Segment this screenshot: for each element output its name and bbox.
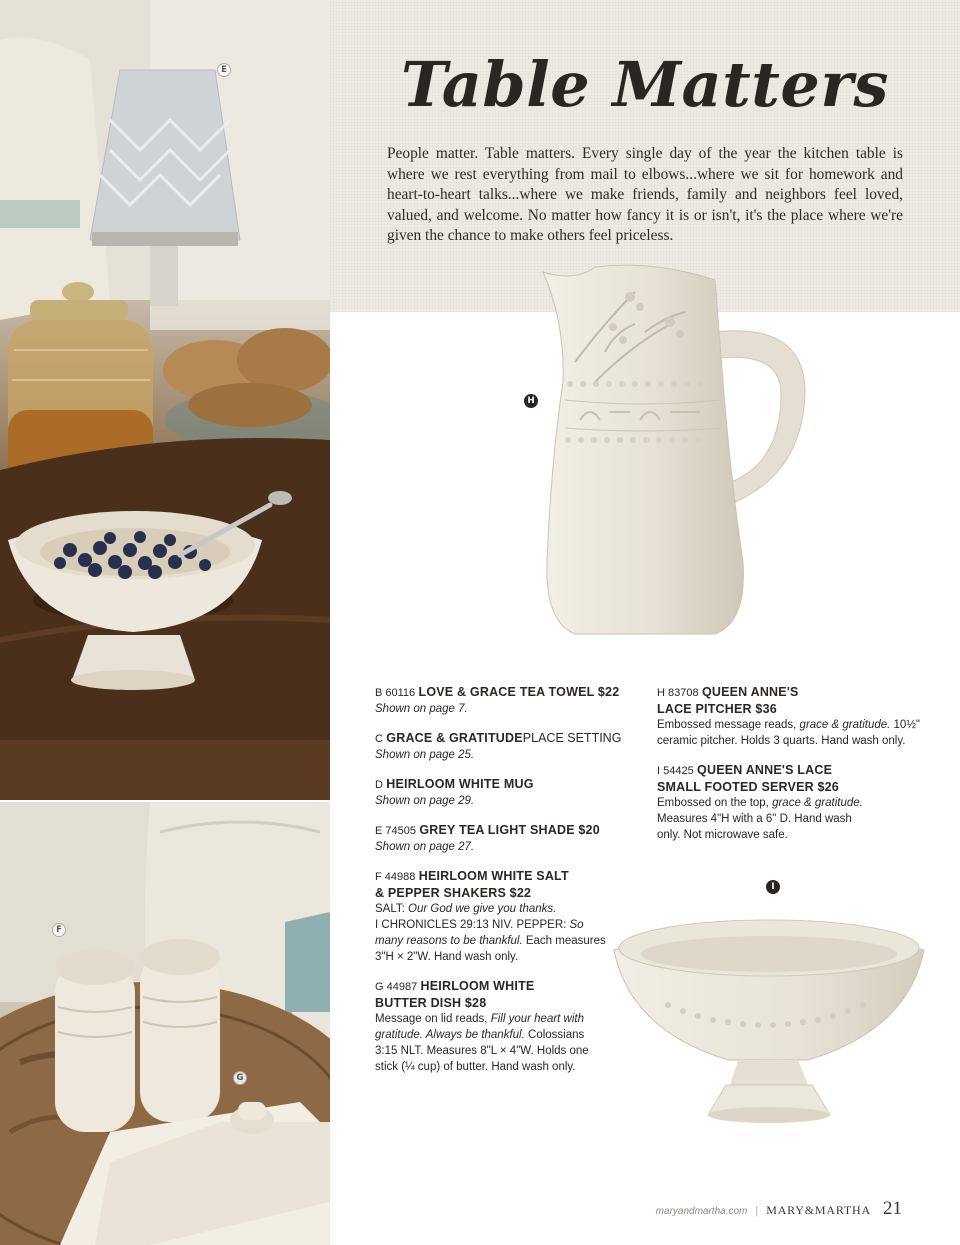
product-d — [375, 776, 635, 809]
intro-paragraph: People matter. Table matters. Every single day of the year the kitchen table is where we rest everything from mail to elbows...where we sit for homework and heart-to-heart talks...where we make friends, family and neighbors feel loved, valued, and welcome. No matter how fancy it is or isn't, it's the place where we're given the chance to make others feel priceless. — [387, 145, 903, 244]
product-c-code: C — [375, 733, 383, 745]
product-e-name: GREY TEA LIGHT SHADE $20 — [419, 823, 600, 837]
product-c-name: GRACE & GRATITUDE — [386, 731, 523, 745]
product-f-desc-1: SALT: — [375, 903, 409, 915]
page-footer — [656, 1198, 902, 1220]
lace-pitcher-image — [535, 262, 815, 642]
product-b-note: Shown on page 7. — [375, 703, 468, 715]
product-d-code: D — [375, 779, 383, 791]
marker-i: I — [766, 880, 780, 894]
product-c-sub: PLACE SETTING — [522, 731, 622, 745]
product-h-code: H 83708 — [657, 687, 699, 699]
product-e-note: Shown on page 27. — [375, 841, 475, 853]
product-f-name-line2: & PEPPER SHAKERS $22 — [375, 886, 532, 900]
footed-server-image — [608, 910, 930, 1130]
product-g — [375, 978, 607, 1075]
product-f-name-line1: HEIRLOOM WHITE SALT — [418, 869, 569, 883]
product-h-desc-1-italic: grace & gratitude. — [799, 719, 891, 731]
marker-h: H — [524, 394, 538, 408]
product-h-desc-1: Embossed message reads, — [657, 719, 800, 731]
product-c-note: Shown on page 25. — [375, 749, 475, 761]
product-d-note: Shown on page 29. — [375, 795, 475, 807]
product-g-description — [375, 1011, 607, 1075]
product-h-description — [657, 717, 922, 749]
marker-f: F — [52, 923, 66, 937]
product-i-desc-1-italic: grace & gratitude. — [772, 797, 863, 809]
product-g-desc-1: Message on lid reads, — [375, 1013, 491, 1025]
product-e-code: E 74505 — [375, 825, 416, 837]
product-h-name-line1: QUEEN ANNE'S — [701, 685, 799, 699]
product-f — [375, 868, 607, 965]
product-b — [375, 684, 635, 717]
product-g-code: G 44987 — [375, 981, 418, 993]
product-f-description — [375, 901, 607, 965]
footer-separator: | — [755, 1205, 759, 1217]
product-f-code: F 44988 — [375, 871, 416, 883]
product-g-desc-2: Colossians 3:15 NLT. Measures 8"L × 4"W. Holds one stick (¼ cup) of butter. Hand wash only. — [375, 1029, 589, 1073]
page-title: Table Matters — [401, 48, 889, 121]
product-g-name-line2: BUTTER DISH $28 — [375, 996, 487, 1010]
product-i-name-line1: QUEEN ANNE'S LACE — [697, 763, 833, 777]
shakers-butter-dish-photo — [0, 802, 330, 1245]
product-f-desc-1-italic: Our God we give you thanks. — [408, 903, 557, 915]
product-h-desc-2: 10½" ceramic pitcher. Holds 3 quarts. Hand wash only. — [657, 719, 920, 747]
table-setting-illustration — [0, 0, 330, 800]
product-f-desc-2: I CHRONICLES 29:13 NIV. PEPPER: — [375, 919, 570, 931]
product-g-desc-1-italic: Fill your heart with gratitude. Always be thankful. — [375, 1013, 585, 1041]
footer-website[interactable]: maryandmartha.com — [655, 1206, 748, 1217]
marker-e: E — [217, 63, 231, 77]
product-h-name-line2: LACE PITCHER $36 — [657, 702, 777, 716]
product-f-desc-2-italic: So many reasons to be thankful. — [375, 919, 584, 947]
marker-g: G — [233, 1071, 247, 1085]
product-g-name-line1: HEIRLOOM WHITE — [420, 979, 535, 993]
shakers-butter-dish-illustration — [0, 802, 330, 1245]
product-b-name: LOVE & GRACE TEA TOWEL $22 — [418, 685, 620, 699]
product-i — [657, 762, 867, 843]
product-d-name: HEIRLOOM WHITE MUG — [386, 777, 534, 791]
product-c — [375, 730, 635, 763]
product-h — [657, 684, 922, 749]
product-i-code: I 54425 — [657, 765, 694, 777]
product-b-code: B 60116 — [375, 687, 416, 699]
product-f-desc-3: Each measures 3"H × 2"W. Hand wash only. — [375, 935, 606, 963]
footer-brand-logo: MARY&MARTHA — [766, 1203, 871, 1217]
product-i-description — [657, 795, 867, 843]
table-setting-photo — [0, 0, 330, 800]
product-i-desc-1: Embossed on the top, — [657, 797, 773, 809]
page-number: 21 — [883, 1198, 902, 1219]
product-i-desc-2: Measures 4"H with a 6" D. Hand wash only. Not microwave safe. — [657, 813, 852, 841]
product-i-name-line2: SMALL FOOTED SERVER $26 — [657, 780, 839, 794]
product-e — [375, 822, 635, 855]
